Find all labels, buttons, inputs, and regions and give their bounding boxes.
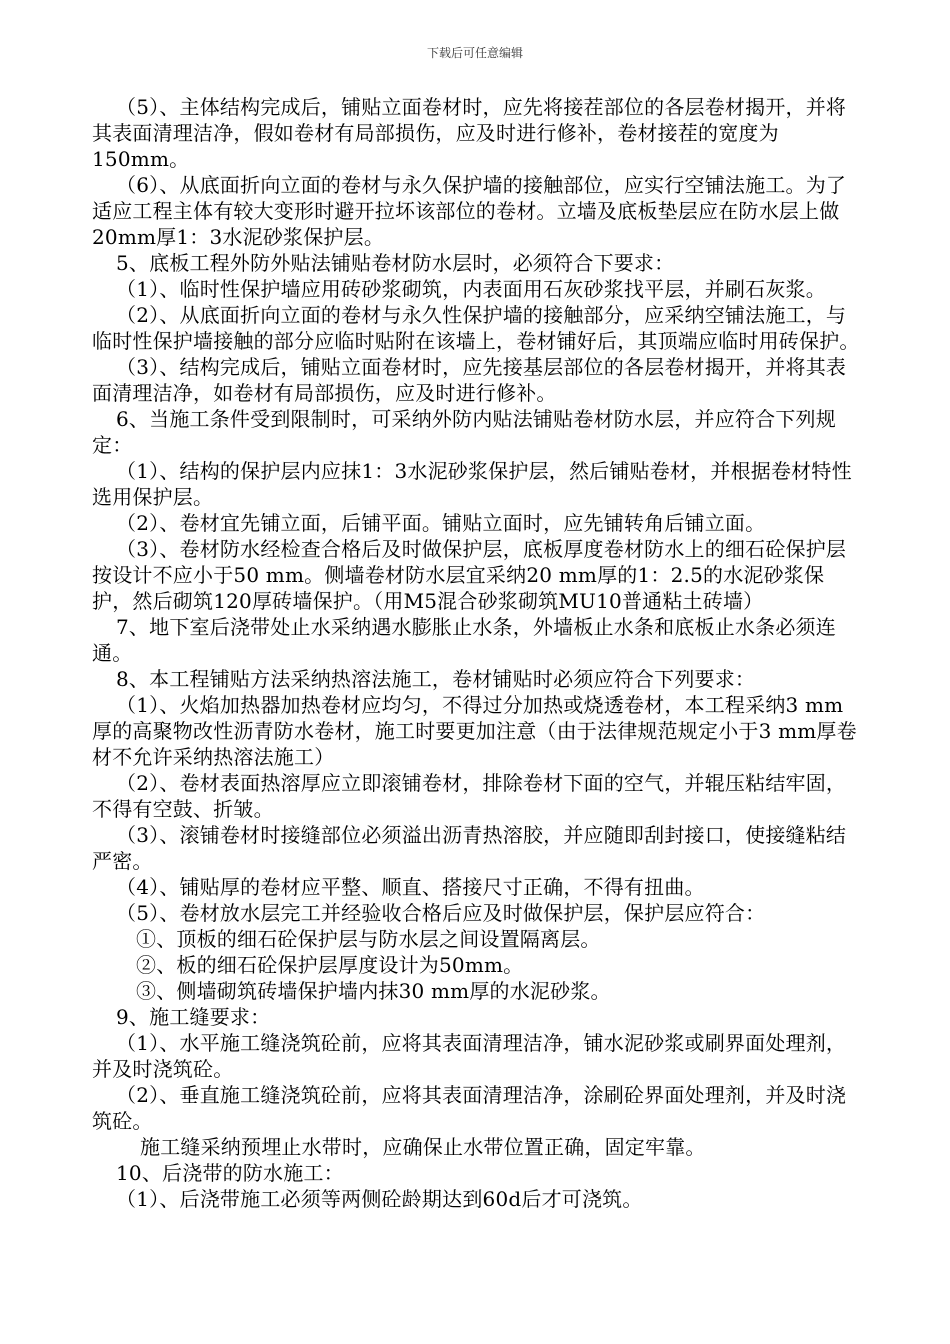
paragraph: 6、当施工条件受到限制时，可采纳外防内贴法铺贴卷材防水层，并应符合下列规定： <box>92 407 836 457</box>
paragraph: 8、本工程铺贴方法采纳热溶法施工，卷材铺贴时必须应符合下列要求： <box>116 667 756 691</box>
paragraph: （3）、结构完成后，铺贴立面卷材时，应先接基层部位的各层卷材揭开，并将其表面清理洁净，如卷材有局部损伤，应及时进行修补。 <box>92 355 847 405</box>
paragraph: 10、后浇带的防水施工： <box>116 1161 344 1185</box>
paragraph: （5）、卷材放水层完工并经验收合格后应及时做保护层，保护层应符合： <box>116 901 766 925</box>
document-body <box>92 94 862 1212</box>
paragraph: ③、侧墙砌筑砖墙保护墙内抹30 mm厚的水泥砂浆。 <box>136 979 611 1003</box>
paragraph: （1）、火焰加热器加热卷材应均匀，不得过分加热或烧透卷材，本工程采纳3 mm厚的高聚物改性沥青防水卷材，施工时要更加注意（由于法律规范规定小于3 mm厚卷材不允许采纳热溶法施工） <box>92 693 857 769</box>
paragraph: 施工缝采纳预埋止水带时，应确保止水带位置正确，固定牢靠。 <box>140 1135 706 1159</box>
paragraph: （1）、水平施工缝浇筑砼前，应将其表面清理洁净，铺水泥砂浆或刷界面处理剂，并及时浇筑砼。 <box>92 1031 847 1081</box>
paragraph: （3）、滚铺卷材时接缝部位必须溢出沥青热溶胶，并应随即刮封接口，使接缝粘结严密。 <box>92 823 847 873</box>
paragraph: （2）、卷材表面热溶厚应立即滚铺卷材，排除卷材下面的空气，并辊压粘结牢固，不得有空鼓、折皱。 <box>92 771 847 821</box>
paragraph: 9、施工缝要求： <box>116 1005 271 1029</box>
paragraph: ②、板的细石砼保护层厚度设计为50mm。 <box>136 953 524 977</box>
paragraph: （3）、卷材防水经检查合格后及时做保护层，底板厚度卷材防水上的细石砼保护层按设计不应小于50 mm。侧墙卷材防水层宜采纳20 mm厚的1：2.5的水泥砂浆保护，然后砌筑120厚砖墙保护。（用M5混合砂浆砌筑MU10普通粘土砖墙） <box>92 537 847 613</box>
page-header: 下载后可任意编辑 <box>426 46 523 60</box>
paragraph: 5、底板工程外防外贴法铺贴卷材防水层时，必须符合下要求： <box>116 251 675 275</box>
paragraph: （1）、临时性保护墙应用砖砂浆砌筑，内表面用石灰砂浆找平层，并刷石灰浆。 <box>116 277 826 301</box>
paragraph: 7、地下室后浇带处止水采纳遇水膨胀止水条，外墙板止水条和底板止水条必须连通。 <box>92 615 836 665</box>
paragraph: （1）、后浇带施工必须等两侧砼龄期达到60d后才可浇筑。 <box>116 1187 643 1211</box>
paragraph: ①、顶板的细石砼保护层与防水层之间设置隔离层。 <box>136 927 601 951</box>
paragraph: （5）、主体结构完成后，铺贴立面卷材时，应先将接茬部位的各层卷材揭开，并将其表面清理洁净，假如卷材有局部损伤，应及时进行修补，卷材接茬的宽度为150mm。 <box>92 95 847 171</box>
paragraph: （1）、结构的保护层内应抹1：3水泥砂浆保护层，然后铺贴卷材，并根据卷材特性选用保护层。 <box>92 459 852 509</box>
paragraph: （6）、从底面折向立面的卷材与永久保护墙的接触部位，应实行空铺法施工。为了适应工程主体有较大变形时避开拉坏该部位的卷材。立墙及底板垫层应在防水层上做20mm厚1：3水泥砂浆保护层。 <box>92 173 847 249</box>
paragraph: （2）、从底面折向立面的卷材与永久性保护墙的接触部分，应采纳空铺法施工，与临时性保护墙接触的部分应临时贴附在该墙上，卷材铺好后，其顶端应临时用砖保护。 <box>92 303 860 353</box>
paragraph: （4）、铺贴厚的卷材应平整、顺直、搭接尺寸正确，不得有扭曲。 <box>116 875 705 899</box>
paragraph: （2）、垂直施工缝浇筑砼前，应将其表面清理洁净，涂刷砼界面处理剂，并及时浇筑砼。 <box>92 1083 847 1133</box>
paragraph: （2）、卷材宜先铺立面，后铺平面。铺贴立面时，应先铺转角后铺立面。 <box>116 511 766 535</box>
